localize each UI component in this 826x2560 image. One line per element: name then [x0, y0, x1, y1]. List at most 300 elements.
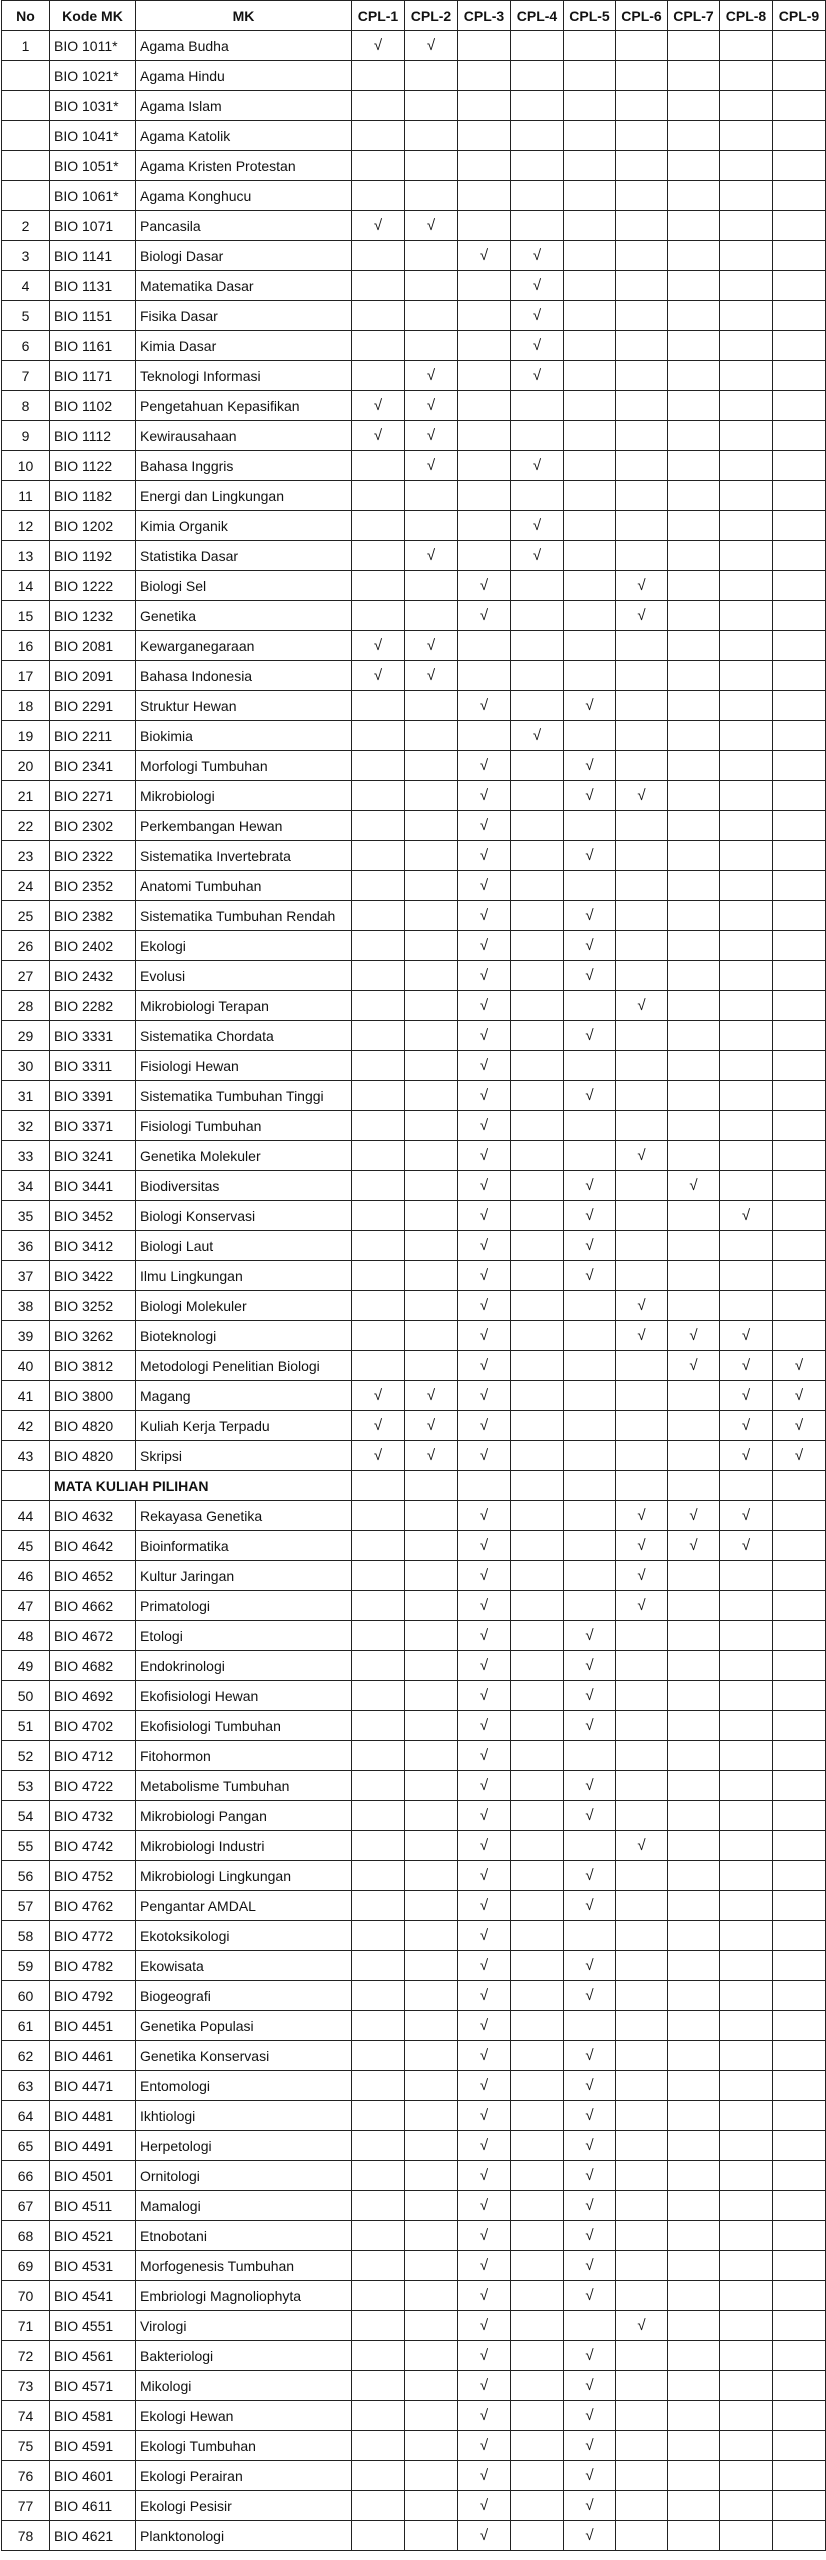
cpl-1-cell	[352, 1651, 405, 1681]
cpl-9-cell	[773, 2521, 826, 2551]
cpl-7-cell	[668, 1021, 720, 1051]
cpl-8-check-icon: √	[720, 1201, 773, 1231]
table-row	[2, 2431, 826, 2461]
cpl-1-cell	[352, 1801, 405, 1831]
cpl-9-check-icon: √	[773, 1381, 826, 1411]
cpl-7-cell	[668, 1081, 720, 1111]
row-no: 29	[2, 1021, 50, 1051]
cpl-7-cell	[668, 2011, 720, 2041]
cpl-4-cell	[511, 1291, 564, 1321]
row-mk: Mikrobiologi Lingkungan	[136, 1861, 352, 1891]
cpl-2-cell	[405, 181, 458, 211]
cpl-5-cell	[564, 541, 616, 571]
cpl-6-cell	[616, 901, 668, 931]
cpl-2-cell	[405, 1501, 458, 1531]
cpl-8-cell	[720, 1771, 773, 1801]
cpl-9-cell	[773, 541, 826, 571]
cpl-6-cell	[616, 1741, 668, 1771]
cpl-5-check-icon: √	[564, 1171, 616, 1201]
row-kode-mk: BIO 4471	[50, 2071, 136, 2101]
cpl-7-cell	[668, 541, 720, 571]
cpl-2-cell	[405, 301, 458, 331]
cpl-7-cell	[668, 2461, 720, 2491]
row-kode-mk: BIO 3252	[50, 1291, 136, 1321]
cpl-4-cell	[511, 601, 564, 631]
cpl-6-cell	[616, 2131, 668, 2161]
row-kode-mk: BIO 3412	[50, 1231, 136, 1261]
cpl-1-cell	[352, 2191, 405, 2221]
cpl-1-cell	[352, 1201, 405, 1231]
cpl-3-cell	[458, 151, 511, 181]
cpl-6-cell	[616, 1261, 668, 1291]
cpl-5-check-icon: √	[564, 2131, 616, 2161]
cpl-7-cell	[668, 61, 720, 91]
cpl-2-cell	[405, 1531, 458, 1561]
cpl-6-check-icon: √	[616, 1141, 668, 1171]
cpl-7-cell	[668, 1771, 720, 1801]
cpl-8-cell	[720, 2131, 773, 2161]
cpl-cell	[405, 1471, 458, 1501]
cpl-2-check-icon: √	[405, 1441, 458, 1471]
cpl-3-check-icon: √	[458, 2221, 511, 2251]
cpl-3-check-icon: √	[458, 841, 511, 871]
table-row	[2, 151, 826, 181]
cpl-9-cell	[773, 631, 826, 661]
cpl-8-cell	[720, 1021, 773, 1051]
row-kode-mk: BIO 4702	[50, 1711, 136, 1741]
cpl-2-cell	[405, 1351, 458, 1381]
cpl-4-cell	[511, 571, 564, 601]
cpl-9-cell	[773, 1171, 826, 1201]
cpl-9-cell	[773, 1081, 826, 1111]
cpl-7-cell	[668, 2431, 720, 2461]
cpl-3-check-icon: √	[458, 1111, 511, 1141]
cpl-5-check-icon: √	[564, 931, 616, 961]
cpl-6-cell	[616, 1711, 668, 1741]
cpl-8-cell	[720, 121, 773, 151]
row-no: 75	[2, 2431, 50, 2461]
cpl-2-cell	[405, 1291, 458, 1321]
cpl-8-cell	[720, 1681, 773, 1711]
row-mk: Morfologi Tumbuhan	[136, 751, 352, 781]
cpl-7-cell	[668, 421, 720, 451]
row-mk: Biologi Sel	[136, 571, 352, 601]
cpl-6-cell	[616, 1201, 668, 1231]
row-kode-mk: BIO 4551	[50, 2311, 136, 2341]
cpl-8-cell	[720, 1951, 773, 1981]
header-mk: MK	[136, 1, 352, 31]
row-no: 28	[2, 991, 50, 1021]
row-no: 62	[2, 2041, 50, 2071]
row-mk: Planktonologi	[136, 2521, 352, 2551]
cpl-6-check-icon: √	[616, 601, 668, 631]
cpl-8-cell	[720, 961, 773, 991]
cpl-9-cell	[773, 31, 826, 61]
cpl-9-cell	[773, 721, 826, 751]
cpl-1-cell	[352, 121, 405, 151]
table-row	[2, 1591, 826, 1621]
cpl-8-cell	[720, 601, 773, 631]
cpl-6-cell	[616, 2341, 668, 2371]
cpl-4-cell	[511, 751, 564, 781]
cpl-9-cell	[773, 1021, 826, 1051]
cpl-5-check-icon: √	[564, 1981, 616, 2011]
cpl-5-cell	[564, 181, 616, 211]
cpl-1-cell	[352, 1921, 405, 1951]
cpl-9-cell	[773, 361, 826, 391]
row-no: 17	[2, 661, 50, 691]
cpl-9-cell	[773, 331, 826, 361]
cpl-6-cell	[616, 451, 668, 481]
cpl-3-check-icon: √	[458, 241, 511, 271]
cpl-3-check-icon: √	[458, 2371, 511, 2401]
cpl-9-cell	[773, 91, 826, 121]
row-kode-mk: BIO 1031*	[50, 91, 136, 121]
cpl-5-cell	[564, 421, 616, 451]
cpl-1-cell	[352, 1831, 405, 1861]
row-no: 57	[2, 1891, 50, 1921]
table-row	[2, 2461, 826, 2491]
cpl-9-cell	[773, 781, 826, 811]
cpl-6-cell	[616, 391, 668, 421]
cpl-5-cell	[564, 151, 616, 181]
cpl-4-cell	[511, 2131, 564, 2161]
cpl-9-cell	[773, 2491, 826, 2521]
cpl-2-cell	[405, 1261, 458, 1291]
cpl-1-cell	[352, 1111, 405, 1141]
cpl-9-cell	[773, 991, 826, 1021]
cpl-2-cell	[405, 2311, 458, 2341]
cpl-1-check-icon: √	[352, 31, 405, 61]
cpl-3-check-icon: √	[458, 691, 511, 721]
cpl-2-cell	[405, 1891, 458, 1921]
cpl-9-cell	[773, 391, 826, 421]
cpl-1-check-icon: √	[352, 1381, 405, 1411]
cpl-2-cell	[405, 1081, 458, 1111]
table-row	[2, 661, 826, 691]
cpl-1-cell	[352, 691, 405, 721]
row-kode-mk: BIO 1222	[50, 571, 136, 601]
cpl-9-cell	[773, 1261, 826, 1291]
cpl-4-cell	[511, 2311, 564, 2341]
cpl-2-cell	[405, 481, 458, 511]
cpl-1-cell	[352, 1741, 405, 1771]
cpl-8-cell	[720, 1711, 773, 1741]
row-kode-mk: BIO 3812	[50, 1351, 136, 1381]
cpl-5-cell	[564, 1831, 616, 1861]
cpl-7-cell	[668, 811, 720, 841]
cpl-5-cell	[564, 91, 616, 121]
row-kode-mk: BIO 4591	[50, 2431, 136, 2461]
cpl-1-cell	[352, 1531, 405, 1561]
cpl-2-cell	[405, 511, 458, 541]
row-mk: Entomologi	[136, 2071, 352, 2101]
cpl-3-cell	[458, 481, 511, 511]
cpl-3-check-icon: √	[458, 2431, 511, 2461]
cpl-6-cell	[616, 751, 668, 781]
cpl-8-cell	[720, 2371, 773, 2401]
row-no: 50	[2, 1681, 50, 1711]
cpl-9-cell	[773, 2131, 826, 2161]
cpl-9-cell	[773, 2371, 826, 2401]
cpl-6-cell	[616, 91, 668, 121]
cpl-3-cell	[458, 31, 511, 61]
cpl-7-cell	[668, 1381, 720, 1411]
table-row	[2, 1801, 826, 1831]
cpl-1-check-icon: √	[352, 1441, 405, 1471]
cpl-1-cell	[352, 2311, 405, 2341]
table-row	[2, 541, 826, 571]
row-no: 52	[2, 1741, 50, 1771]
cpl-cell	[720, 1471, 773, 1501]
cpl-4-cell	[511, 2191, 564, 2221]
cpl-4-cell	[511, 1381, 564, 1411]
row-mk: Fisika Dasar	[136, 301, 352, 331]
row-mk: Fisiologi Hewan	[136, 1051, 352, 1081]
row-mk: Mikrobiologi Pangan	[136, 1801, 352, 1831]
cpl-4-cell	[511, 2041, 564, 2071]
cpl-2-cell	[405, 1231, 458, 1261]
cpl-7-cell	[668, 721, 720, 751]
cpl-1-cell	[352, 991, 405, 1021]
row-no	[2, 91, 50, 121]
table-row	[2, 481, 826, 511]
cpl-1-cell	[352, 781, 405, 811]
cpl-2-check-icon: √	[405, 1381, 458, 1411]
row-no: 74	[2, 2401, 50, 2431]
row-no: 60	[2, 1981, 50, 2011]
cpl-9-cell	[773, 2251, 826, 2281]
cpl-3-check-icon: √	[458, 1321, 511, 1351]
cpl-4-cell	[511, 91, 564, 121]
cpl-9-cell	[773, 1111, 826, 1141]
cpl-5-check-icon: √	[564, 2251, 616, 2281]
row-no: 48	[2, 1621, 50, 1651]
row-mk: Kultur Jaringan	[136, 1561, 352, 1591]
cpl-8-cell	[720, 1591, 773, 1621]
row-no	[2, 121, 50, 151]
cpl-2-cell	[405, 2131, 458, 2161]
cpl-6-cell	[616, 1891, 668, 1921]
row-mk: Etnobotani	[136, 2221, 352, 2251]
cpl-3-check-icon: √	[458, 2101, 511, 2131]
cpl-1-cell	[352, 1591, 405, 1621]
cpl-2-cell	[405, 691, 458, 721]
row-no: 26	[2, 931, 50, 961]
cpl-8-cell	[720, 2401, 773, 2431]
cpl-7-cell	[668, 511, 720, 541]
cpl-2-cell	[405, 1831, 458, 1861]
table-row	[2, 2281, 826, 2311]
cpl-3-check-icon: √	[458, 871, 511, 901]
cpl-6-cell	[616, 721, 668, 751]
cpl-mapping-table	[1, 0, 826, 2551]
cpl-2-cell	[405, 1921, 458, 1951]
cpl-3-check-icon: √	[458, 1201, 511, 1231]
cpl-3-check-icon: √	[458, 2071, 511, 2101]
row-kode-mk: BIO 4742	[50, 1831, 136, 1861]
row-mk: Herpetologi	[136, 2131, 352, 2161]
table-row	[2, 1771, 826, 1801]
cpl-5-cell	[564, 1321, 616, 1351]
cpl-3-check-icon: √	[458, 2401, 511, 2431]
cpl-9-cell	[773, 2281, 826, 2311]
row-no: 11	[2, 481, 50, 511]
cpl-9-cell	[773, 1651, 826, 1681]
row-kode-mk: BIO 2081	[50, 631, 136, 661]
cpl-8-cell	[720, 1741, 773, 1771]
table-row	[2, 901, 826, 931]
table-row	[2, 1711, 826, 1741]
row-mk: Perkembangan Hewan	[136, 811, 352, 841]
cpl-4-cell	[511, 1921, 564, 1951]
cpl-1-cell	[352, 871, 405, 901]
cpl-4-cell	[511, 2221, 564, 2251]
cpl-8-check-icon: √	[720, 1411, 773, 1441]
cpl-5-cell	[564, 1381, 616, 1411]
cpl-9-cell	[773, 1741, 826, 1771]
row-no: 32	[2, 1111, 50, 1141]
cpl-1-cell	[352, 1771, 405, 1801]
cpl-4-cell	[511, 2251, 564, 2281]
cpl-8-cell	[720, 181, 773, 211]
row-mk: Genetika Populasi	[136, 2011, 352, 2041]
row-mk: Bakteriologi	[136, 2341, 352, 2371]
cpl-8-cell	[720, 541, 773, 571]
row-mk: Ekofisiologi Hewan	[136, 1681, 352, 1711]
row-no: 31	[2, 1081, 50, 1111]
cpl-6-check-icon: √	[616, 1531, 668, 1561]
cpl-6-cell	[616, 121, 668, 151]
cpl-7-cell	[668, 2341, 720, 2371]
cpl-7-cell	[668, 2071, 720, 2101]
cpl-9-check-icon: √	[773, 1411, 826, 1441]
table-row	[2, 1051, 826, 1081]
cpl-1-cell	[352, 841, 405, 871]
row-kode-mk: BIO 4611	[50, 2491, 136, 2521]
row-kode-mk: BIO 2322	[50, 841, 136, 871]
cpl-8-cell	[720, 751, 773, 781]
cpl-9-cell	[773, 931, 826, 961]
cpl-2-cell	[405, 1621, 458, 1651]
cpl-9-cell	[773, 2311, 826, 2341]
cpl-2-cell	[405, 991, 458, 1021]
cpl-5-check-icon: √	[564, 901, 616, 931]
cpl-7-cell	[668, 2521, 720, 2551]
row-mk: Statistika Dasar	[136, 541, 352, 571]
row-kode-mk: BIO 4511	[50, 2191, 136, 2221]
row-mk: Bioinformatika	[136, 1531, 352, 1561]
cpl-7-cell	[668, 2191, 720, 2221]
cpl-7-cell	[668, 151, 720, 181]
cpl-8-cell	[720, 2431, 773, 2461]
table-row	[2, 2101, 826, 2131]
cpl-1-cell	[352, 1051, 405, 1081]
cpl-1-cell	[352, 901, 405, 931]
cpl-5-check-icon: √	[564, 1861, 616, 1891]
row-kode-mk: BIO 2271	[50, 781, 136, 811]
cpl-6-check-icon: √	[616, 991, 668, 1021]
row-kode-mk: BIO 3262	[50, 1321, 136, 1351]
cpl-8-cell	[720, 1891, 773, 1921]
row-no: 19	[2, 721, 50, 751]
cpl-3-check-icon: √	[458, 1411, 511, 1441]
cpl-1-cell	[352, 2101, 405, 2131]
cpl-9-cell	[773, 1981, 826, 2011]
cpl-9-cell	[773, 661, 826, 691]
header-cpl-4: CPL-4	[511, 1, 564, 31]
cpl-8-cell	[720, 271, 773, 301]
table-row	[2, 631, 826, 661]
cpl-7-cell	[668, 2101, 720, 2131]
cpl-7-cell	[668, 691, 720, 721]
cpl-3-cell	[458, 451, 511, 481]
row-no: 4	[2, 271, 50, 301]
cpl-9-cell	[773, 1921, 826, 1951]
cpl-8-cell	[720, 931, 773, 961]
cpl-3-cell	[458, 331, 511, 361]
row-kode-mk: BIO 4642	[50, 1531, 136, 1561]
cpl-1-check-icon: √	[352, 1411, 405, 1441]
cpl-6-cell	[616, 2011, 668, 2041]
cpl-6-cell	[616, 1231, 668, 1261]
cpl-6-cell	[616, 2461, 668, 2491]
cpl-5-check-icon: √	[564, 1261, 616, 1291]
row-mk: Rekayasa Genetika	[136, 1501, 352, 1531]
cpl-3-check-icon: √	[458, 1051, 511, 1081]
row-no: 66	[2, 2161, 50, 2191]
row-no: 23	[2, 841, 50, 871]
row-kode-mk: BIO 4820	[50, 1441, 136, 1471]
cpl-5-check-icon: √	[564, 2281, 616, 2311]
cpl-5-cell	[564, 991, 616, 1021]
cpl-8-cell	[720, 1051, 773, 1081]
cpl-6-cell	[616, 301, 668, 331]
cpl-8-cell	[720, 991, 773, 1021]
row-mk: Biologi Konservasi	[136, 1201, 352, 1231]
cpl-6-cell	[616, 631, 668, 661]
cpl-5-check-icon: √	[564, 691, 616, 721]
row-kode-mk: BIO 3241	[50, 1141, 136, 1171]
cpl-2-cell	[405, 2191, 458, 2221]
cpl-3-check-icon: √	[458, 1771, 511, 1801]
cpl-5-cell	[564, 1441, 616, 1471]
row-mk: Energi dan Lingkungan	[136, 481, 352, 511]
cpl-7-cell	[668, 1801, 720, 1831]
row-no: 41	[2, 1381, 50, 1411]
table-row	[2, 1411, 826, 1441]
cpl-4-cell	[511, 391, 564, 421]
cpl-4-cell	[511, 1651, 564, 1681]
cpl-5-check-icon: √	[564, 1021, 616, 1051]
cpl-7-cell	[668, 751, 720, 781]
cpl-7-cell	[668, 31, 720, 61]
header-cpl-7: CPL-7	[668, 1, 720, 31]
cpl-7-cell	[668, 1591, 720, 1621]
cpl-9-cell	[773, 601, 826, 631]
cpl-3-cell	[458, 121, 511, 151]
cpl-5-cell	[564, 301, 616, 331]
cpl-8-cell	[720, 1171, 773, 1201]
row-no: 40	[2, 1351, 50, 1381]
cpl-6-cell	[616, 1771, 668, 1801]
cpl-3-check-icon: √	[458, 1591, 511, 1621]
cpl-8-cell	[720, 91, 773, 121]
row-no	[2, 181, 50, 211]
cpl-8-cell	[720, 811, 773, 841]
row-no: 72	[2, 2341, 50, 2371]
table-row	[2, 2491, 826, 2521]
